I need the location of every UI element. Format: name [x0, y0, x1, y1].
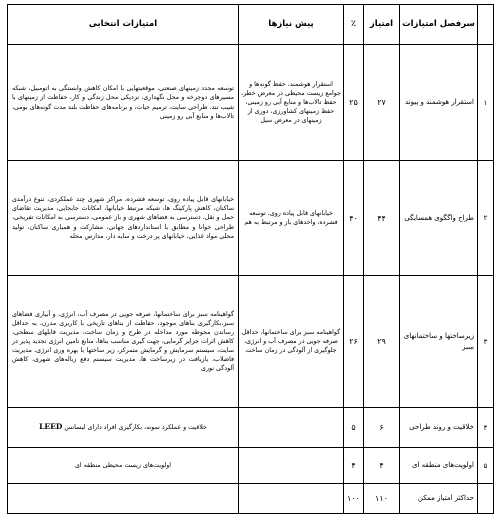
table-row: [8, 408, 494, 448]
row-title: حداکثر امتیاز ممکن: [400, 484, 478, 514]
row-num: ۳: [478, 276, 494, 408]
table-row: [8, 276, 494, 408]
row-score: ۶: [364, 408, 400, 448]
row-prerequisites: گواهینامه سبز برای ساختمانها، حداقل صرفه جویی در مصرف آب و انرژی، جلوگیری از آلودگی در زمان ساخت: [239, 276, 344, 408]
row-score: ۲۹: [364, 276, 400, 408]
row-selected: اولویت‌های زیست محیطی منطقه ای: [8, 448, 239, 484]
row-prerequisites: استقرار هوشمند، حفظ گونه‌ها و جوامع زیست محیطی در معرض خطر، حفظ تالاب‌ها و منابع آبی رو زمینی، حفظ زمینهای کشاورزی، دوری از زمینهای در معرض سیل: [239, 45, 344, 161]
header-score: امتیاز: [364, 5, 400, 45]
row-percent: ۴۰: [344, 161, 364, 276]
row-title: استقرار هوشمند و پیوند: [400, 45, 478, 161]
row-title: زیرساختها و ساختمانهای سبز: [400, 276, 478, 408]
row-selected: [8, 408, 239, 448]
row-prerequisites: [239, 484, 344, 514]
row-selected: خیابانهای قابل پیاده روی، توسعه فشرده، مراکز شهری چند عملکردی، تنوع درآمدی ساکنان، کاهش پارکینگ ها، شبکه مرتبط خیابانها، امکانات جابجایی، مدیریت تقاضای حمل و نقل، دسترسی به فضاهای شهری و باز عمومی، دسترسی به امکانات تفریحی، طراحی خوانا و مطابق با استانداردهای جهانی، مشارکت و همیاری ساکنان، تولید محلی مواد غذایی، خیابانهای پر درخت و سایه دار، مدارس محله: [8, 161, 239, 276]
header-prerequisites: پیش نیازها: [239, 5, 344, 45]
row-selected: گواهینامه سبز برای ساختمانها، صرفه جویی در مصرف آب، انرژی، و آبیاری فضاهای سبز،بکارگیری بناهای موجود، حفاظت از بناهای تاریخی با کاربری مدرن، به حداقل رساندن محوطه مورد مداخله در طرح و زمان ساخت، مدیریت قابلهای سطحی، کاهش اثرات جزایر گرمایی، جهت گیری مناسب بناها، منابع تامین انرژی تجدید پذیر در سایت، سیستم سرمایش و گرمایش متمرکز، زیر ساختها با بهره وری انرژی، مدیریت فاضلاب، بازیافت در زیرساخت ها، مدیریت سیستم دفع زباله‌های شهری، کاهش آلودگی نوری: [8, 276, 239, 408]
row-selected-text: خلاقیت و عملکرد نمونه، بکارگیری افراد دارای لیسانس: [64, 424, 207, 432]
row-score: ۱۱۰: [364, 484, 400, 514]
row-score: ۲۷: [364, 45, 400, 161]
header-title: سرفصل امتیازات: [400, 5, 478, 45]
row-num: ۴: [478, 408, 494, 448]
row-percent: ۵: [344, 408, 364, 448]
leed-points-table: [7, 4, 494, 514]
row-percent: ۲۵: [344, 45, 364, 161]
table-row: [8, 161, 494, 276]
table-row: [8, 448, 494, 484]
row-num: ۵: [478, 448, 494, 484]
row-num: [478, 484, 494, 514]
total-row: [8, 484, 494, 514]
table-row: [8, 45, 494, 161]
row-title: طراح واگگوی همسایگی: [400, 161, 478, 276]
row-selected: توسعه مجدد زمینهای صنعتی، موقعیتهایی با امکان کاهش وابستگی به اتومبیل، شبکه مسیرهای دوچرخه و محل نگهداری، نزدیکی محل زندگی و کار، حفاظت از زمینهای با شیب تند، طراحی سایت، ترمیم حیات، و برنامه‌های حفاظت بلند مدت گونه‌های بومی، تالاب‌ها و منابع آبی رو زمینی: [8, 45, 239, 161]
row-score: ۴۴: [364, 161, 400, 276]
row-percent: ۱۰۰: [344, 484, 364, 514]
row-percent: ۴: [344, 448, 364, 484]
header-percent: ٪: [344, 5, 364, 45]
row-num: ۲: [478, 161, 494, 276]
leed-term: LEED: [39, 422, 63, 432]
row-score: ۴: [364, 448, 400, 484]
row-selected: [8, 484, 239, 514]
document-page: [7, 4, 494, 514]
row-num: ۱: [478, 45, 494, 161]
row-title: اولویت‌های منطقه ای: [400, 448, 478, 484]
row-prerequisites: خیابانهای قابل پیاده روی، توسعه فشرده، واحدهای باز و مرتبط به هم: [239, 161, 344, 276]
header-num: [478, 5, 494, 45]
header-selected: امتیازات انتخابی: [8, 5, 239, 45]
row-title: خلاقیت و روند طراحی: [400, 408, 478, 448]
row-prerequisites: [239, 408, 344, 448]
header-row: [8, 5, 494, 45]
row-prerequisites: [239, 448, 344, 484]
row-percent: ۲۶: [344, 276, 364, 408]
